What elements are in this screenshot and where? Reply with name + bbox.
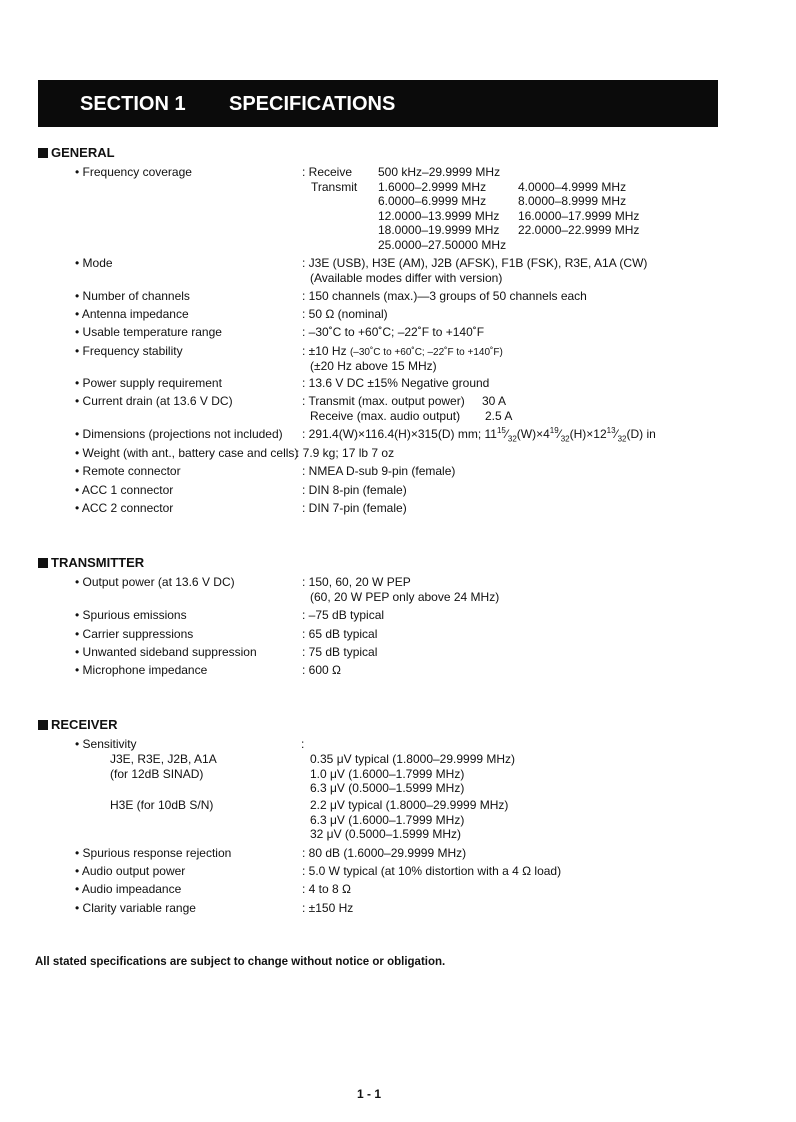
mic-label: • Microphone impedance xyxy=(75,663,208,677)
stability-value: : ±10 Hz (–30˚C to +60˚C; –22˚F to +140˚F) xyxy=(302,344,503,358)
output-label: • Output power (at 13.6 V DC) xyxy=(75,575,235,589)
h3e-value: 6.3 μV (1.6000–1.7999 MHz) xyxy=(310,812,465,827)
rx-spurious-label: • Spurious response rejection xyxy=(75,846,232,860)
transmit-range: 16.0000–17.9999 MHz xyxy=(518,208,640,223)
sensitivity-value: 0.35 μV typical (1.8000–29.9999 MHz) xyxy=(310,752,516,766)
sensitivity-label: • Sensitivity xyxy=(75,737,137,751)
current-rx-value: 2.5 A xyxy=(485,408,513,423)
current-tx-label: : Transmit (max. output power) xyxy=(302,394,465,408)
current-rx-label: Receive (max. audio output) xyxy=(310,408,461,423)
current-tx-value: 30 A xyxy=(482,394,507,408)
transmitter-heading: TRANSMITTER xyxy=(38,556,144,571)
impedance-value: : 4 to 8 Ω xyxy=(302,882,351,896)
sensitivity-colon: : xyxy=(301,737,305,751)
transmit-range: 12.0000–13.9999 MHz xyxy=(378,208,500,223)
freq-label: • Frequency coverage xyxy=(75,165,192,179)
receive-value: 500 kHz–29.9999 MHz xyxy=(378,165,501,179)
dimensions-label: • Dimensions (projections not included) xyxy=(75,427,283,441)
sideband-label: • Unwanted sideband suppression xyxy=(75,645,257,659)
clarity-value: : ±150 Hz xyxy=(302,901,354,915)
square-bullet-icon xyxy=(38,720,48,730)
power-value: : 13.6 V DC ±15% Negative ground xyxy=(302,376,490,390)
transmit-label: Transmit xyxy=(311,179,358,194)
transmit-range: 8.0000–8.9999 MHz xyxy=(518,194,627,208)
transmit-range: 22.0000–22.9999 MHz xyxy=(518,223,640,237)
sideband-value: : 75 dB typical xyxy=(302,645,378,659)
transmit-range: 18.0000–19.9999 MHz xyxy=(378,223,500,237)
weight-label: • Weight (with ant., battery case and cells) xyxy=(75,446,299,460)
rx-spurious-value: : 80 dB (1.6000–29.9999 MHz) xyxy=(302,846,467,860)
acc2-value: : DIN 7-pin (female) xyxy=(302,501,407,515)
transmit-range: 1.6000–2.9999 MHz xyxy=(378,179,487,194)
mode-value: : J3E (USB), H3E (AM), J2B (AFSK), F1B (FSK), R3E, A1A (CW) xyxy=(302,256,648,270)
acc2-label: • ACC 2 connector xyxy=(75,501,174,515)
temp-value: : –30˚C to +60˚C; –22˚F to +140˚F xyxy=(302,325,485,339)
tx-spurious-label: • Spurious emissions xyxy=(75,608,187,622)
remote-value: : NMEA D-sub 9-pin (female) xyxy=(302,464,456,478)
impedance-label: • Audio impeadance xyxy=(75,882,182,896)
h3e-value: 32 μV (0.5000–1.5999 MHz) xyxy=(310,827,462,841)
section-banner xyxy=(38,80,718,127)
output-note: (60, 20 W PEP only above 24 MHz) xyxy=(310,589,500,604)
carrier-label: • Carrier suppressions xyxy=(75,627,194,641)
remote-label: • Remote connector xyxy=(75,464,181,478)
audio-label: • Audio output power xyxy=(75,864,186,878)
h3e-label: H3E (for 10dB S/N) xyxy=(110,798,214,812)
antenna-label: • Antenna impedance xyxy=(75,307,189,321)
sensitivity-value: 1.0 μV (1.6000–1.7999 MHz) xyxy=(310,766,465,781)
notice-text: All stated specifications are subject to change without notice or obligation. xyxy=(35,956,446,968)
audio-value: : 5.0 W typical (at 10% distortion with a 4 Ω load) xyxy=(302,864,562,878)
output-value: : 150, 60, 20 W PEP xyxy=(302,575,411,589)
transmit-range: 6.0000–6.9999 MHz xyxy=(378,194,487,208)
sensitivity-value: 6.3 μV (0.5000–1.5999 MHz) xyxy=(310,781,465,795)
square-bullet-icon xyxy=(38,148,48,158)
sensitivity-modes: J3E, R3E, J2B, A1A xyxy=(110,752,217,766)
transmit-range: 25.0000–27.50000 MHz xyxy=(378,237,507,252)
stability-note: (±20 Hz above 15 MHz) xyxy=(310,358,437,373)
acc1-label: • ACC 1 connector xyxy=(75,483,174,497)
section-number: SECTION 1 xyxy=(80,93,186,115)
h3e-value: 2.2 μV typical (1.8000–29.9999 MHz) xyxy=(310,798,509,812)
temp-label: • Usable temperature range xyxy=(75,325,222,339)
channels-value: : 150 channels (max.)—3 groups of 50 channels each xyxy=(302,289,587,303)
dimensions-value: : 291.4(W)×116.4(H)×315(D) mm; $11^{15}⁄_{32}(W)\times 4^{19}⁄_{32}(H)\times 12^{13}⁄_{32}(D)$ in xyxy=(302,426,656,444)
receiver-heading: RECEIVER xyxy=(38,718,117,733)
sensitivity-sinad: (for 12dB SINAD) xyxy=(110,766,204,781)
general-heading: GENERAL xyxy=(38,146,115,161)
tx-spurious-value: : –75 dB typical xyxy=(302,608,385,622)
receive-label: : Receive xyxy=(302,165,353,179)
weight-value: : 7.9 kg; 17 lb 7 oz xyxy=(296,446,395,460)
mic-value: : 600 Ω xyxy=(302,663,341,677)
page-number: 1 - 1 xyxy=(357,1087,382,1101)
mode-note: (Available modes differ with version) xyxy=(310,270,503,285)
section-title: SPECIFICATIONS xyxy=(229,93,396,115)
antenna-value: : 50 Ω (nominal) xyxy=(302,307,388,321)
carrier-value: : 65 dB typical xyxy=(302,627,378,641)
clarity-label: • Clarity variable range xyxy=(75,901,196,915)
transmit-range: 4.0000–4.9999 MHz xyxy=(518,179,627,194)
acc1-value: : DIN 8-pin (female) xyxy=(302,483,407,497)
square-bullet-icon xyxy=(38,558,48,568)
stability-label: • Frequency stability xyxy=(75,344,183,358)
power-label: • Power supply requirement xyxy=(75,376,222,390)
channels-label: • Number of channels xyxy=(75,289,190,303)
current-label: • Current drain (at 13.6 V DC) xyxy=(75,394,233,408)
mode-label: • Mode xyxy=(75,256,113,270)
